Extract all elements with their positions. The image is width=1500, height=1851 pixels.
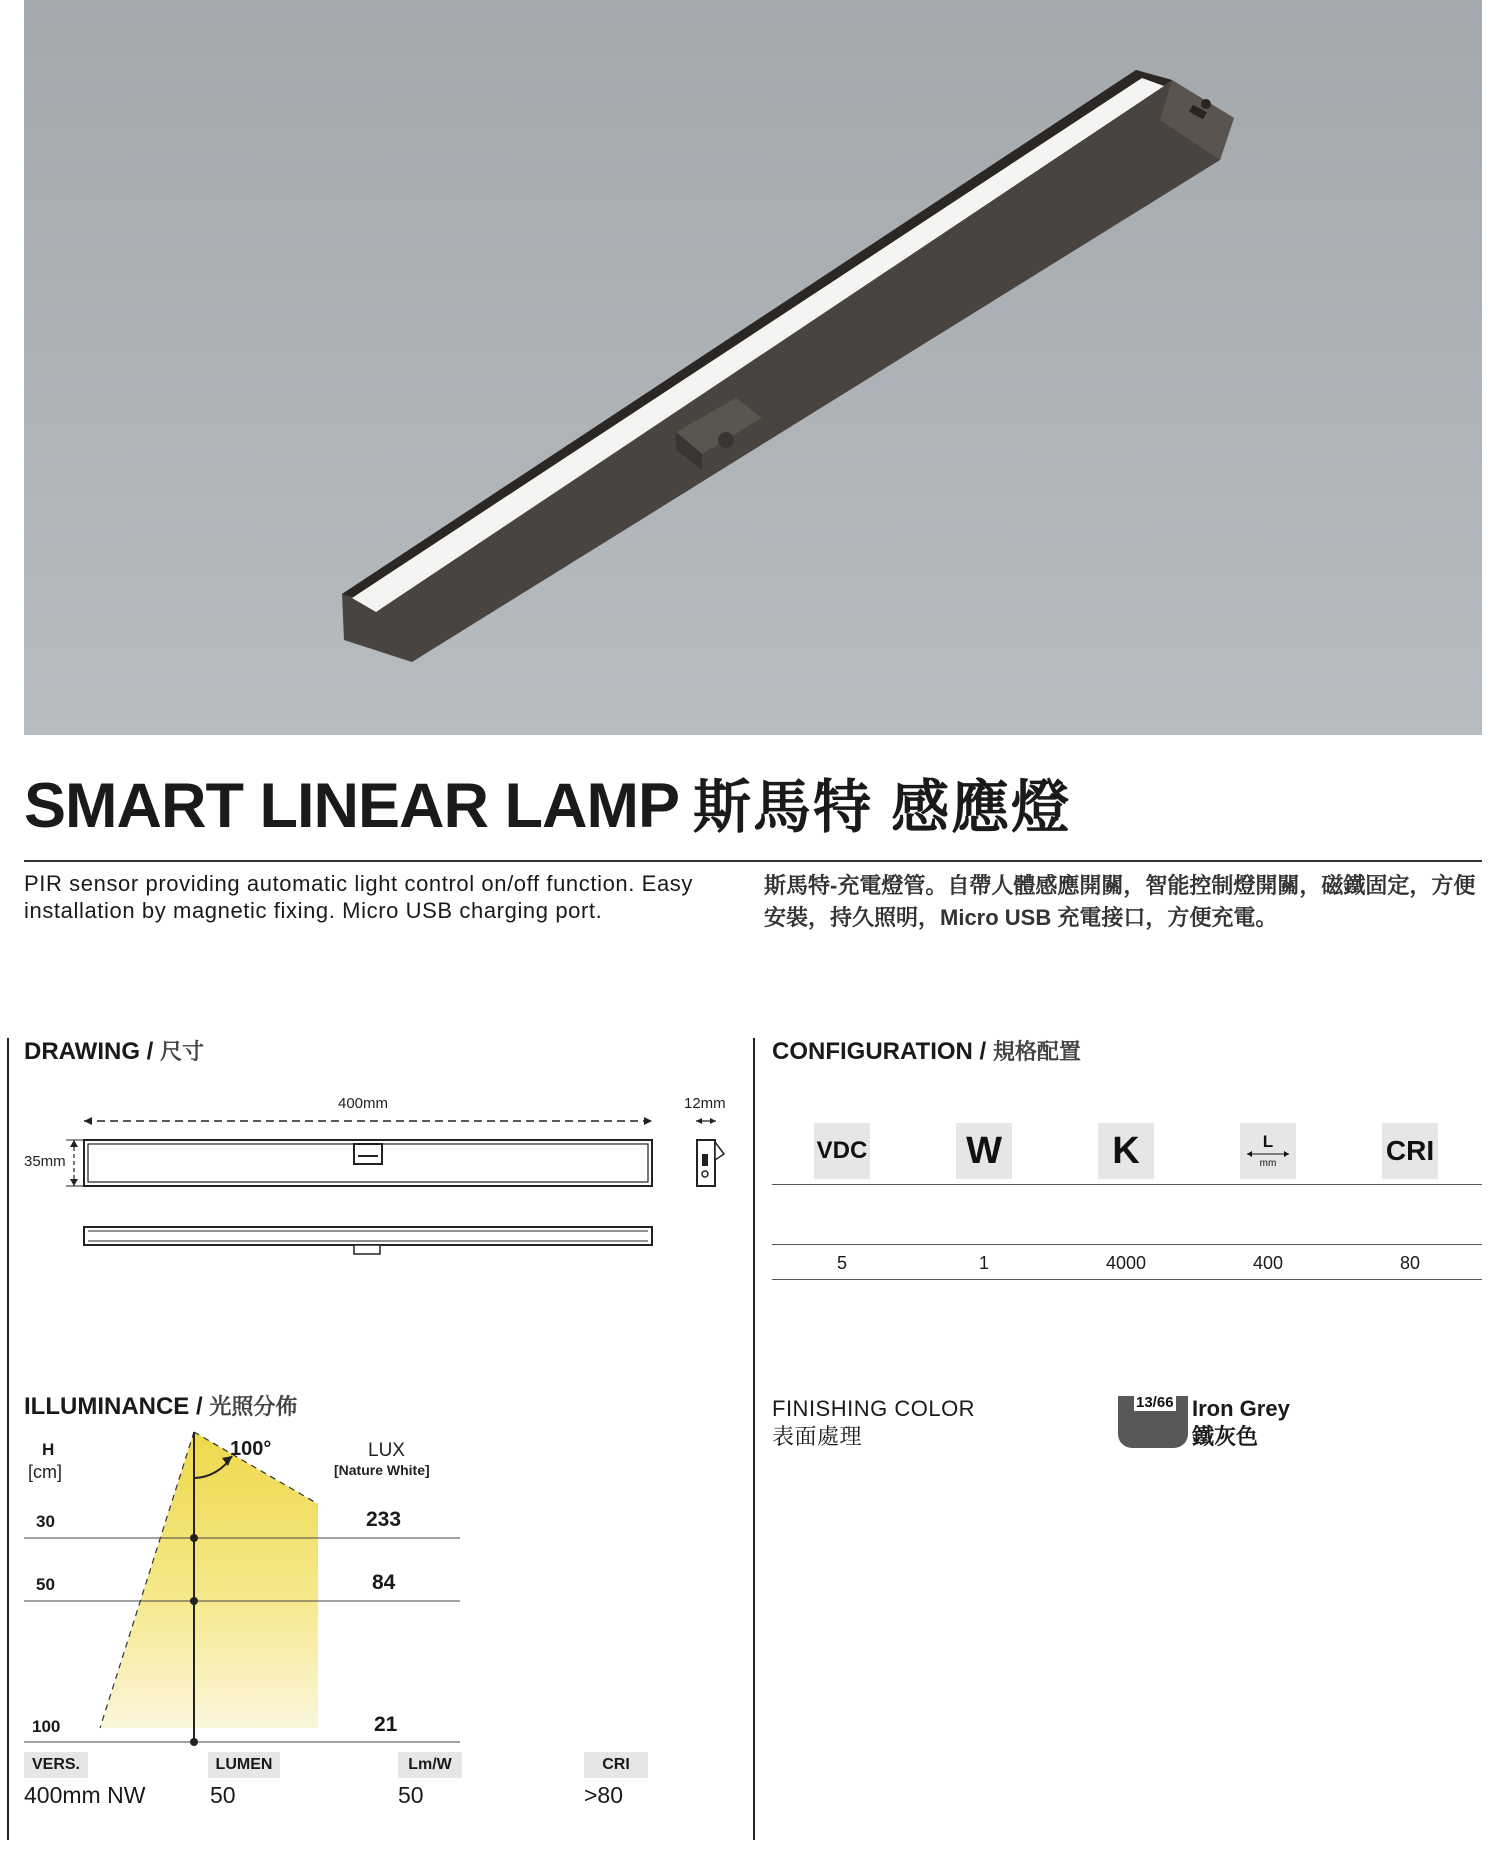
config-header-vdc: VDC bbox=[814, 1123, 870, 1179]
title-en: SMART LINEAR LAMP bbox=[24, 771, 679, 841]
illuminance-title-en: ILLUMINANCE / bbox=[24, 1393, 203, 1420]
illuminance-lux-sub: [Nature White] bbox=[334, 1462, 430, 1478]
config-rule-mid bbox=[772, 1244, 1482, 1245]
illuminance-height-50: 50 bbox=[36, 1575, 55, 1594]
product-photo bbox=[24, 0, 1482, 735]
spec-value-lmw: 50 bbox=[398, 1782, 424, 1808]
lux-value-30: 233 bbox=[366, 1508, 402, 1531]
configuration-title bbox=[772, 1035, 1081, 1066]
config-value-vdc: 5 bbox=[836, 1253, 847, 1273]
drawing-title-cn: 尺寸 bbox=[160, 1039, 205, 1064]
illuminance-lux-label: LUX bbox=[368, 1440, 405, 1461]
spec-header-lumen: LUMEN bbox=[208, 1752, 280, 1778]
illuminance-title-cn: 光照分佈 bbox=[209, 1394, 298, 1419]
drawing-title bbox=[24, 1035, 204, 1066]
config-value-k: 4000 bbox=[1105, 1253, 1147, 1273]
drawing-depth-label: 12mm bbox=[684, 1095, 726, 1112]
spec-header-lmw: Lm/W bbox=[398, 1752, 462, 1778]
spec-header-version: VERS. bbox=[24, 1752, 88, 1778]
config-header-w: W bbox=[956, 1123, 1012, 1179]
config-value-length: 400 bbox=[1252, 1253, 1284, 1273]
product-title bbox=[24, 760, 1071, 844]
config-rule-top bbox=[772, 1184, 1482, 1185]
description-en: PIR sensor providing automatic light control on/off function. Easy installation by magnetic fixing. Micro USB charging port. bbox=[24, 871, 693, 923]
beam-angle-label: 100° bbox=[230, 1438, 272, 1460]
drawing-title-en: DRAWING / bbox=[24, 1038, 154, 1065]
illuminance-h-label: H bbox=[42, 1440, 55, 1459]
title-divider bbox=[24, 860, 1482, 862]
configuration-title-cn: 規格配置 bbox=[992, 1039, 1081, 1064]
illuminance-height-30: 30 bbox=[36, 1512, 55, 1531]
spec-header-cri: CRI bbox=[584, 1752, 648, 1778]
technical-drawing bbox=[0, 1100, 760, 1270]
finishing-label-cn: 表面處理 bbox=[772, 1424, 863, 1449]
illuminance-h-unit: [cm] bbox=[28, 1462, 62, 1482]
description-cn: 斯馬特-充電燈管。自帶人體感應開關，智能控制燈開關，磁鐵固定，方便安裝，持久照明，Micro USB 充電接口，方便充電。 bbox=[764, 873, 1476, 930]
drawing-height-label: 35mm bbox=[24, 1153, 66, 1170]
finishing-name-en: Iron Grey bbox=[1192, 1396, 1290, 1421]
config-header-length: L mm bbox=[1240, 1123, 1296, 1179]
config-header-k: K bbox=[1098, 1123, 1154, 1179]
spec-value-version: 400mm NW bbox=[24, 1782, 146, 1808]
lux-value-100: 21 bbox=[374, 1713, 398, 1736]
drawing-length-label: 400mm bbox=[338, 1095, 389, 1112]
spec-value-cri: >80 bbox=[584, 1782, 624, 1808]
finishing-label bbox=[772, 1395, 975, 1451]
title-cn: 斯馬特 感應燈 bbox=[692, 775, 1072, 840]
illuminance-title bbox=[24, 1390, 297, 1421]
config-header-cri: CRI bbox=[1382, 1123, 1438, 1179]
config-value-cri: 80 bbox=[1399, 1253, 1421, 1273]
configuration-title-en: CONFIGURATION / bbox=[772, 1038, 987, 1065]
config-rule-bottom bbox=[772, 1279, 1482, 1280]
illuminance-height-100: 100 bbox=[32, 1717, 61, 1736]
finishing-label-en: FINISHING COLOR bbox=[772, 1396, 976, 1421]
finishing-name-cn: 鐵灰色 bbox=[1192, 1424, 1259, 1449]
finishing-code: 13/66 bbox=[1136, 1394, 1174, 1411]
finishing-name bbox=[1192, 1395, 1290, 1451]
length-arrow-icon bbox=[1246, 1150, 1290, 1158]
spec-value-lumen: 50 bbox=[210, 1782, 236, 1808]
config-value-w: 1 bbox=[978, 1253, 989, 1273]
lux-value-50: 84 bbox=[372, 1571, 396, 1594]
